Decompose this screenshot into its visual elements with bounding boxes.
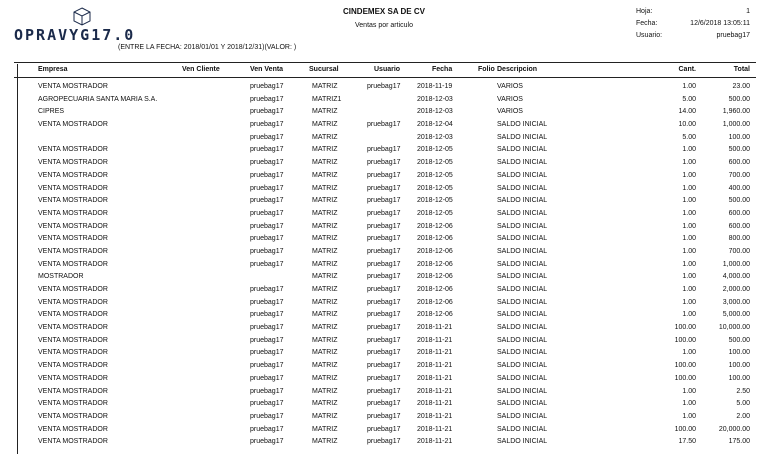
cell-cant: 14.00 (678, 108, 696, 116)
table-row (0, 246, 768, 259)
cell-ven-venta: pruebag17 (250, 311, 284, 319)
usuario-label: Usuario: (636, 32, 663, 39)
cell-sucursal: MATRIZ (312, 222, 338, 230)
cell-descripcion: SALDO INICIAL (497, 349, 548, 357)
cell-usuario: pruebag17 (367, 260, 401, 268)
cell-fecha: 2018-11-21 (417, 387, 453, 395)
cell-descripcion: SALDO INICIAL (497, 197, 548, 205)
cell-empresa: VENTA MOSTRADOR (38, 146, 108, 154)
cell-cant: 100.00 (674, 374, 696, 382)
cell-sucursal: MATRIZ (312, 286, 338, 293)
cell-usuario: pruebag17 (367, 400, 401, 408)
cell-descripcion: SALDO INICIAL (497, 362, 548, 370)
cell-empresa: VENTA MOSTRADOR (38, 184, 108, 192)
table-row (0, 360, 768, 373)
cell-fecha: 2018-11-21 (417, 374, 453, 382)
cell-total: 400.00 (728, 184, 750, 192)
cell-descripcion: SALDO INICIAL (497, 438, 548, 446)
cell-descripcion: SALDO INICIAL (497, 146, 548, 154)
cell-usuario: pruebag17 (367, 438, 401, 446)
cell-cant: 1.00 (682, 387, 696, 395)
cell-ven-venta: pruebag17 (250, 298, 284, 306)
company-name: CINDEMEX SA DE CV (343, 7, 425, 16)
cell-usuario: pruebag17 (367, 83, 401, 90)
cell-total: 500.00 (728, 95, 750, 103)
table-row (0, 373, 768, 386)
cell-usuario: pruebag17 (367, 273, 401, 281)
col-fecha: Fecha (432, 66, 453, 73)
cell-cant: 1.00 (682, 298, 696, 306)
col-folio: Folio (478, 66, 495, 73)
cell-sucursal: MATRIZ (312, 184, 338, 192)
table-row (0, 398, 768, 411)
cell-usuario: pruebag17 (367, 425, 401, 433)
cell-total: 1,000.00 (722, 121, 750, 129)
cell-cant: 100.00 (674, 336, 696, 344)
col-sucursal: Sucursal (309, 66, 339, 73)
cell-fecha: 2018-12-03 (417, 133, 453, 141)
hoja-value: 1 (746, 8, 750, 15)
cell-ven-venta: pruebag17 (250, 387, 284, 395)
cell-ven-venta: pruebag17 (250, 184, 284, 192)
table-row (0, 94, 768, 107)
table-row (0, 297, 768, 310)
cell-cant: 100.00 (674, 362, 696, 370)
cell-ven-venta: pruebag17 (250, 171, 284, 179)
cell-sucursal: MATRIZ (312, 387, 338, 395)
cell-total: 500.00 (728, 336, 750, 344)
cell-fecha: 2018-11-21 (417, 412, 453, 420)
cell-sucursal: MATRIZ (312, 374, 338, 382)
table-row (0, 170, 768, 183)
cell-empresa: VENTA MOSTRADOR (38, 298, 108, 306)
cell-ven-venta: pruebag17 (250, 286, 284, 293)
cell-empresa: VENTA MOSTRADOR (38, 374, 108, 382)
cell-cant: 1.00 (682, 184, 696, 192)
table-row (0, 132, 768, 145)
table-row (0, 411, 768, 424)
cell-total: 100.00 (728, 133, 750, 141)
cell-cant: 100.00 (674, 425, 696, 433)
cell-ven-venta: pruebag17 (250, 324, 284, 332)
cell-ven-venta: pruebag17 (250, 362, 284, 370)
cell-empresa: VENTA MOSTRADOR (38, 362, 108, 370)
cell-ven-venta: pruebag17 (250, 438, 284, 446)
cell-cant: 1.00 (682, 412, 696, 420)
cell-descripcion: VARIOS (497, 108, 523, 116)
cell-sucursal: MATRIZ (312, 247, 338, 255)
cell-cant: 1.00 (682, 400, 696, 408)
cell-sucursal: MATRIZ (312, 400, 338, 408)
table-row (0, 183, 768, 196)
report-title: Ventas por articulo (355, 22, 413, 29)
cell-descripcion: SALDO INICIAL (497, 260, 548, 268)
cell-descripcion: SALDO INICIAL (497, 324, 548, 332)
cell-descripcion: SALDO INICIAL (497, 247, 548, 255)
cell-fecha: 2018-12-06 (417, 235, 453, 243)
cell-total: 700.00 (728, 171, 750, 179)
cell-cant: 1.00 (682, 260, 696, 268)
cell-ven-venta: pruebag17 (250, 349, 284, 357)
table-row (0, 81, 768, 94)
cell-sucursal: MATRIZ1 (312, 95, 342, 103)
cell-sucursal: MATRIZ (312, 209, 338, 217)
cell-fecha: 2018-12-06 (417, 298, 453, 306)
cell-usuario: pruebag17 (367, 235, 401, 243)
cell-cant: 1.00 (682, 171, 696, 179)
header-rule-top (14, 62, 756, 63)
cell-sucursal: MATRIZ (312, 260, 338, 268)
cell-usuario: pruebag17 (367, 286, 401, 293)
table-row (0, 271, 768, 284)
cell-total: 1,000.00 (722, 260, 750, 268)
cell-cant: 5.00 (682, 95, 696, 103)
cell-usuario: pruebag17 (367, 324, 401, 332)
cell-cant: 1.00 (682, 197, 696, 205)
table-row (0, 309, 768, 322)
cell-empresa: VENTA MOSTRADOR (38, 336, 108, 344)
table-row (0, 335, 768, 348)
cell-descripcion: SALDO INICIAL (497, 298, 548, 306)
cell-fecha: 2018-11-21 (417, 362, 453, 370)
cell-sucursal: MATRIZ (312, 121, 338, 129)
cell-usuario: pruebag17 (367, 184, 401, 192)
cell-cant: 1.00 (682, 146, 696, 154)
cell-ven-venta: pruebag17 (250, 146, 284, 154)
cell-usuario: pruebag17 (367, 171, 401, 179)
table-row (0, 106, 768, 119)
cell-sucursal: MATRIZ (312, 197, 338, 205)
cell-sucursal: MATRIZ (312, 235, 338, 243)
header-rule-bottom (14, 77, 756, 78)
cell-empresa: VENTA MOSTRADOR (38, 121, 108, 129)
table-row (0, 284, 768, 297)
cell-empresa: VENTA MOSTRADOR (38, 349, 108, 357)
cell-empresa: CIPRES (38, 108, 65, 116)
logo-text: OPRAVYG17.0 (14, 26, 136, 44)
cell-descripcion: SALDO INICIAL (497, 171, 548, 179)
cell-fecha: 2018-11-21 (417, 438, 453, 446)
cell-empresa: VENTA MOSTRADOR (38, 387, 108, 395)
cell-fecha: 2018-11-21 (417, 425, 453, 433)
cell-total: 600.00 (728, 222, 750, 230)
cell-descripcion: SALDO INICIAL (497, 336, 548, 344)
cell-descripcion: SALDO INICIAL (497, 374, 548, 382)
col-total: Total (733, 66, 750, 73)
cell-total: 700.00 (728, 247, 750, 255)
cell-ven-venta: pruebag17 (250, 412, 284, 420)
cell-sucursal: MATRIZ (312, 438, 338, 446)
cell-sucursal: MATRIZ (312, 412, 338, 420)
cell-cant: 10.00 (678, 121, 696, 129)
cell-total: 800.00 (728, 235, 750, 243)
cell-fecha: 2018-11-21 (417, 400, 453, 408)
cell-ven-venta: pruebag17 (250, 159, 284, 167)
cell-empresa: VENTA MOSTRADOR (38, 83, 108, 90)
table-row (0, 221, 768, 234)
usuario-value: pruebag17 (716, 32, 750, 39)
cell-total: 500.00 (728, 146, 750, 154)
table-row (0, 233, 768, 246)
cell-usuario: pruebag17 (367, 362, 401, 370)
cell-usuario: pruebag17 (367, 247, 401, 255)
table-row (0, 144, 768, 157)
cell-total: 2.50 (736, 387, 750, 395)
cell-fecha: 2018-12-05 (417, 146, 453, 154)
cell-ven-venta: pruebag17 (250, 222, 284, 230)
cell-empresa: VENTA MOSTRADOR (38, 324, 108, 332)
cell-ven-venta: pruebag17 (250, 95, 284, 103)
col-cant: Cant. (678, 66, 696, 73)
cell-descripcion: SALDO INICIAL (497, 311, 548, 319)
cell-descripcion: SALDO INICIAL (497, 159, 548, 167)
hoja-label: Hoja: (636, 8, 653, 15)
cell-empresa: VENTA MOSTRADOR (38, 286, 108, 293)
cell-sucursal: MATRIZ (312, 324, 338, 332)
cell-empresa: VENTA MOSTRADOR (38, 222, 108, 230)
cell-cant: 1.00 (682, 83, 696, 90)
cell-ven-venta: pruebag17 (250, 108, 284, 116)
cell-empresa: VENTA MOSTRADOR (38, 209, 108, 217)
cell-usuario: pruebag17 (367, 209, 401, 217)
cell-total: 500.00 (728, 197, 750, 205)
cell-descripcion: SALDO INICIAL (497, 286, 548, 293)
cell-cant: 1.00 (682, 222, 696, 230)
cell-fecha: 2018-12-05 (417, 159, 453, 167)
cell-fecha: 2018-11-21 (417, 349, 453, 357)
cell-fecha: 2018-12-06 (417, 311, 453, 319)
cell-cant: 1.00 (682, 209, 696, 217)
cell-cant: 1.00 (682, 159, 696, 167)
cell-total: 4,000.00 (722, 273, 750, 281)
cell-descripcion: VARIOS (497, 95, 523, 103)
cell-usuario: pruebag17 (367, 336, 401, 344)
cell-ven-venta: pruebag17 (250, 374, 284, 382)
cell-sucursal: MATRIZ (312, 362, 338, 370)
table-row (0, 347, 768, 360)
cell-descripcion: SALDO INICIAL (497, 412, 548, 420)
table-row (0, 119, 768, 132)
cell-total: 100.00 (728, 349, 750, 357)
cell-sucursal: MATRIZ (312, 171, 338, 179)
fecha-value: 12/6/2018 13:05:11 (690, 20, 750, 27)
cell-fecha: 2018-11-19 (417, 83, 453, 90)
report-rows (0, 81, 768, 449)
col-empresa: Empresa (38, 66, 68, 73)
cell-usuario: pruebag17 (367, 298, 401, 306)
cell-fecha: 2018-12-06 (417, 273, 453, 281)
cell-sucursal: MATRIZ (312, 108, 338, 116)
cell-ven-venta: pruebag17 (250, 247, 284, 255)
cell-empresa: VENTA MOSTRADOR (38, 438, 108, 446)
cell-empresa: VENTA MOSTRADOR (38, 412, 108, 420)
cell-total: 100.00 (728, 374, 750, 382)
cell-fecha: 2018-12-06 (417, 247, 453, 255)
cell-descripcion: SALDO INICIAL (497, 425, 548, 433)
cell-empresa: VENTA MOSTRADOR (38, 247, 108, 255)
cell-sucursal: MATRIZ (312, 159, 338, 167)
table-row (0, 208, 768, 221)
cell-total: 10,000.00 (718, 324, 750, 332)
cell-sucursal: MATRIZ (312, 336, 338, 344)
cell-ven-venta: pruebag17 (250, 235, 284, 243)
cell-cant: 1.00 (682, 286, 696, 293)
cell-fecha: 2018-11-21 (417, 324, 453, 332)
cell-fecha: 2018-12-05 (417, 171, 453, 179)
cell-total: 2,000.00 (722, 286, 750, 293)
cell-cant: 1.00 (682, 273, 696, 281)
cell-ven-venta: pruebag17 (250, 425, 284, 433)
cell-total: 3,000.00 (722, 298, 750, 306)
cell-usuario: pruebag17 (367, 374, 401, 382)
cell-empresa: VENTA MOSTRADOR (38, 260, 108, 268)
cell-total: 600.00 (728, 159, 750, 167)
cell-fecha: 2018-12-05 (417, 197, 453, 205)
cell-ven-venta: pruebag17 (250, 83, 284, 90)
cell-empresa: VENTA MOSTRADOR (38, 400, 108, 408)
cell-total: 175.00 (728, 438, 750, 446)
cell-usuario: pruebag17 (367, 222, 401, 230)
cell-cant: 1.00 (682, 247, 696, 255)
cell-total: 600.00 (728, 209, 750, 217)
cell-sucursal: MATRIZ (312, 425, 338, 433)
cell-descripcion: SALDO INICIAL (497, 387, 548, 395)
cell-sucursal: MATRIZ (312, 83, 338, 90)
cell-total: 20,000.00 (718, 425, 750, 433)
cell-cant: 17.50 (678, 438, 696, 446)
cell-sucursal: MATRIZ (312, 273, 338, 281)
cell-total: 23.00 (732, 83, 750, 90)
cell-cant: 5.00 (682, 133, 696, 141)
cell-sucursal: MATRIZ (312, 298, 338, 306)
col-descripcion: Descripcion (497, 66, 538, 73)
cell-fecha: 2018-12-03 (417, 108, 453, 116)
col-ven-cliente: Ven Cliente (182, 66, 220, 73)
cell-empresa: VENTA MOSTRADOR (38, 197, 108, 205)
cell-fecha: 2018-12-06 (417, 286, 453, 293)
cell-empresa: VENTA MOSTRADOR (38, 311, 108, 319)
cell-descripcion: SALDO INICIAL (497, 235, 548, 243)
cell-cant: 1.00 (682, 311, 696, 319)
cell-usuario: pruebag17 (367, 311, 401, 319)
cell-descripcion: VARIOS (497, 83, 523, 90)
cell-usuario: pruebag17 (367, 197, 401, 205)
cell-usuario: pruebag17 (367, 412, 401, 420)
cell-sucursal: MATRIZ (312, 146, 338, 154)
cell-usuario: pruebag17 (367, 159, 401, 167)
table-row (0, 386, 768, 399)
cell-empresa: VENTA MOSTRADOR (38, 171, 108, 179)
cell-empresa: VENTA MOSTRADOR (38, 235, 108, 243)
cell-total: 100.00 (728, 362, 750, 370)
cell-ven-venta: pruebag17 (250, 121, 284, 129)
cell-usuario: pruebag17 (367, 121, 401, 129)
cell-descripcion: SALDO INICIAL (497, 133, 548, 141)
cell-sucursal: MATRIZ (312, 349, 338, 357)
cell-empresa: MOSTRADOR (38, 273, 84, 281)
cell-descripcion: SALDO INICIAL (497, 121, 548, 129)
cell-fecha: 2018-12-05 (417, 209, 453, 217)
filter-text: (ENTRE LA FECHA: 2018/01/01 Y 2018/12/31)(VALOR: ) (118, 44, 297, 51)
table-row (0, 436, 768, 449)
cell-ven-venta: pruebag17 (250, 336, 284, 344)
cell-ven-venta: pruebag17 (250, 209, 284, 217)
cell-total: 5,000.00 (722, 311, 750, 319)
cell-descripcion: SALDO INICIAL (497, 400, 548, 408)
cell-descripcion: SALDO INICIAL (497, 273, 548, 281)
cell-fecha: 2018-12-05 (417, 184, 453, 192)
cell-ven-venta: pruebag17 (250, 400, 284, 408)
cell-ven-venta: pruebag17 (250, 133, 284, 141)
cell-sucursal: MATRIZ (312, 133, 338, 141)
cell-descripcion: SALDO INICIAL (497, 222, 548, 230)
cell-descripcion: SALDO INICIAL (497, 184, 548, 192)
fecha-label: Fecha: (636, 20, 658, 27)
col-usuario: Usuario (374, 66, 401, 73)
cell-usuario: pruebag17 (367, 146, 401, 154)
col-ven-venta: Ven Venta (250, 66, 284, 73)
cell-empresa: VENTA MOSTRADOR (38, 159, 108, 167)
table-row (0, 259, 768, 272)
table-row (0, 157, 768, 170)
table-row (0, 195, 768, 208)
cell-usuario: pruebag17 (367, 349, 401, 357)
cell-ven-venta: pruebag17 (250, 197, 284, 205)
cell-fecha: 2018-12-04 (417, 121, 453, 129)
cell-sucursal: MATRIZ (312, 311, 338, 319)
cell-cant: 100.00 (674, 324, 696, 332)
table-row (0, 322, 768, 335)
cell-total: 1,960.00 (722, 108, 750, 116)
cell-cant: 1.00 (682, 235, 696, 243)
cell-empresa: AGROPECUARIA SANTA MARIA S.A. (38, 95, 158, 103)
cell-fecha: 2018-12-06 (417, 222, 453, 230)
cell-fecha: 2018-11-21 (417, 336, 453, 344)
cell-empresa: VENTA MOSTRADOR (38, 425, 108, 433)
cell-descripcion: SALDO INICIAL (497, 209, 548, 217)
cell-ven-venta: pruebag17 (250, 260, 284, 268)
cell-fecha: 2018-12-06 (417, 260, 453, 268)
cell-total: 2.00 (736, 412, 750, 420)
cell-total: 5.00 (736, 400, 750, 408)
cell-cant: 1.00 (682, 349, 696, 357)
cell-fecha: 2018-12-03 (417, 95, 453, 103)
table-row (0, 424, 768, 437)
cell-usuario: pruebag17 (367, 387, 401, 395)
